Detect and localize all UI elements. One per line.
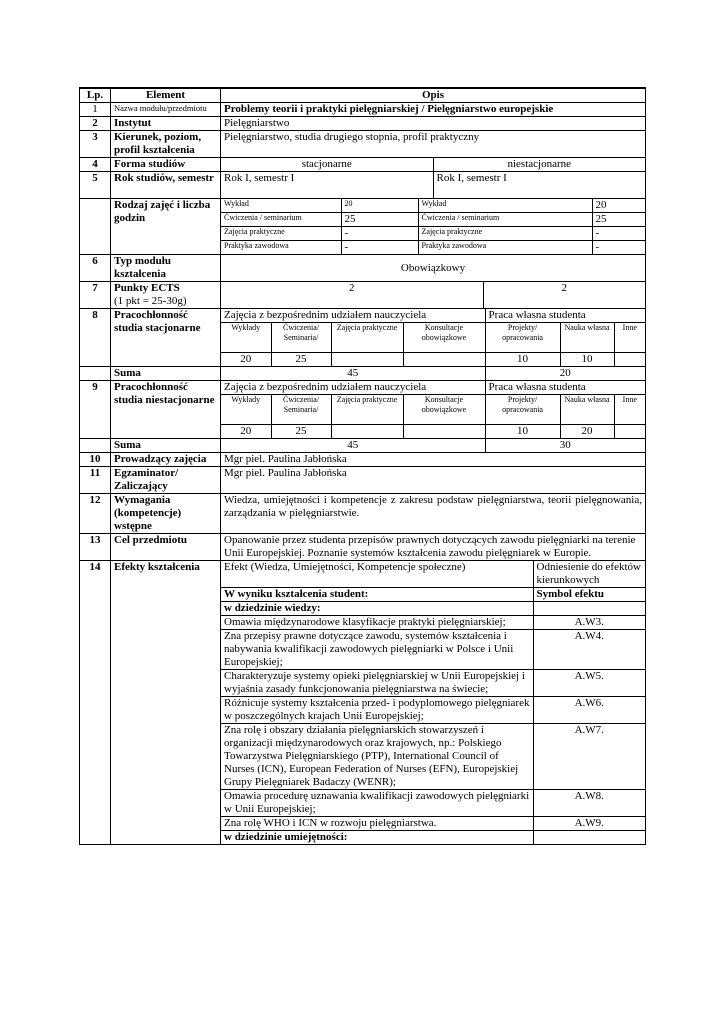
workload-value: 25 [271,425,331,439]
col-header: Inne [614,323,645,353]
examiner-value: Mgr piel. Paulina Jabłońska [221,467,646,494]
workload-value [403,425,485,439]
hours-table [221,199,645,254]
row-label: Rodzaj zajęć i liczba godzin [111,199,221,255]
form-stacjonarne: stacjonarne [221,158,433,171]
row-9-suma [80,439,646,453]
hours-type: Zajęcia praktyczne [418,227,592,241]
row-11 [80,467,646,494]
workload-value [331,353,403,367]
workload-value [614,425,645,439]
effect-text: Zna przepisy prawne dotyczące zawodu, systemów kształcenia i nabywania kwalifikacji zawodowych pielęgniarki w Polsce i Unii Europejskiej; [221,630,533,670]
row-lp: 1 [80,103,111,117]
col-header: Wykłady [221,323,271,353]
effect-row [221,790,645,817]
symbol-header: Symbol efektu [533,588,645,602]
col-header: Ćwiczenia/ Seminaria/ [271,323,331,353]
year-niestac: Rok I, semestr I [436,172,507,184]
knowledge-section: w dziedzinie wiedzy: [221,602,533,616]
workload-value: 10 [560,353,614,367]
workload-value: 20 [221,425,271,439]
effect-header: Efekt (Wiedza, Umiejętności, Kompetencje społeczne) [221,561,533,588]
effect-row [221,817,645,831]
effects-cell [221,561,646,845]
empty-cell [533,831,645,845]
row-label: Rok studiów, semestr [111,172,221,199]
header-row [80,88,646,103]
row-5b [80,199,646,255]
workload-table [221,309,645,366]
effect-symbol: A.W6. [533,697,645,724]
effect-text: Omawia międzynarodowe klasyfikacje praktyki pielęgniarskiej; [221,616,533,630]
hours-type: Praktyka zawodowa [418,241,592,255]
hours-niestac: 25 [592,213,645,227]
year-stac: Rok I, semestr I [221,172,433,198]
row-label: Nazwa modułu/przedmiotu [111,103,221,117]
sum-own: 20 [559,367,571,379]
institute-value: Pielęgniarstwo [221,117,646,131]
sum-label: Suma [111,439,221,453]
header-opis: Opis [221,88,646,103]
workload-value: 10 [485,353,560,367]
row-lp: 4 [80,158,111,172]
hours-niestac: - [592,227,645,241]
sum-own: 30 [559,439,571,451]
row-lp-empty [80,367,111,381]
effect-symbol: A.W3. [533,616,645,630]
workload-value: 20 [221,353,271,367]
ects-cell [221,282,646,309]
ects-niestac: 2 [561,282,567,294]
row-lp: 5 [80,172,111,199]
sum-cell [221,367,646,381]
row-lp: 8 [80,309,111,367]
row-label: Forma studiów [111,158,221,172]
row-lp: 10 [80,453,111,467]
own-work-header: Praca własna studenta [485,381,645,395]
header-element: Element [111,88,221,103]
contact-header: Zajęcia z bezpośrednim udziałem nauczyciela [221,309,485,323]
col-header: Konsultacje obowiązkowe [403,395,485,425]
hours-type: Wykład [418,199,592,213]
form-niestacjonarne: niestacjonarne [507,158,572,170]
hours-stac: 25 [341,213,418,227]
row-5 [80,172,646,199]
effect-symbol: A.W7. [533,724,645,790]
row-label: Pracochłonność studia niestacjonarne [111,381,221,439]
col-header: Ćwiczenia/ Seminaria/ [271,395,331,425]
effects-table [221,561,645,844]
prerequisites-value: Wiedza, umiejętności i kompetencje z zakresu podstaw pielęgniarstwa, teorii pielęgnowania, zarządzania w pielęgniarstwie. [221,494,646,534]
empty-cell [533,602,645,616]
effect-symbol: A.W8. [533,790,645,817]
row-1 [80,103,646,117]
row-9 [80,381,646,439]
row-8-suma [80,367,646,381]
row-label: Pracochłonność studia stacjonarne [111,309,221,367]
hours-stac: 20 [341,199,418,213]
year-cell [221,172,646,199]
module-table [79,87,646,845]
row-lp: 14 [80,561,111,845]
effect-text: Omawia procedurę uznawania kwalifikacji zawodowych pielęgniarki w Unii Europejskiej; [221,790,533,817]
row-14 [80,561,646,845]
sum-contact: 45 [221,439,485,452]
module-name: Problemy teorii i praktyki pielęgniarskiej / Pielęgniarstwo europejskie [221,103,646,117]
effect-row [221,616,645,630]
col-header: Konsultacje obowiązkowe [403,323,485,353]
module-type: Obowiązkowy [221,255,646,282]
field-value: Pielęgniarstwo, studia drugiego stopnia, profil praktyczny [221,131,646,158]
hours-niestac: - [592,241,645,255]
row-lp: 6 [80,255,111,282]
row-3 [80,131,646,158]
effect-text: Różnicuje systemy kształcenia przed- i podyplomowego pielęgniarek w poszczególnych krajach Unii Europejskiej; [221,697,533,724]
row-label: Efekty kształcenia [111,561,221,845]
row-lp: 12 [80,494,111,534]
row-2 [80,117,646,131]
effect-symbol: A.W4. [533,630,645,670]
hours-row [221,241,645,255]
effect-symbol: A.W5. [533,670,645,697]
workload-value [614,353,645,367]
objective-value: Opanowanie przez studenta przepisów prawnych dotyczących zawodu pielęgniarki na terenie Unii Europejskiej. Poznanie systemów kształcenia zawodu pielęgniarek w Europie. [221,534,646,561]
sum-contact: 45 [221,367,485,380]
workload-value [403,353,485,367]
col-header: Inne [614,395,645,425]
row-lp: 9 [80,381,111,439]
col-header: Nauka własna [560,323,614,353]
hours-row [221,213,645,227]
row-4 [80,158,646,172]
row-13 [80,534,646,561]
effect-row [221,670,645,697]
row-lp: 7 [80,282,111,309]
col-header: Projekty/ opracowania [485,323,560,353]
hours-row [221,199,645,213]
workload-value: 10 [485,425,560,439]
effect-text: Zna rolę WHO i ICN w rozwoju pielęgniarstwa. [221,817,533,831]
col-header: Projekty/ opracowania [485,395,560,425]
hours-row [221,227,645,241]
hours-stac: - [341,241,418,255]
col-header: Wykłady [221,395,271,425]
hours-type: Ćwiczenia / seminarium [418,213,592,227]
row-label: Instytut [111,117,221,131]
sum-label: Suma [111,367,221,381]
row-label-ects [111,282,221,309]
effect-row [221,697,645,724]
row-10 [80,453,646,467]
header-lp: Lp. [80,88,111,103]
ects-note: (1 pkt = 25-30g) [114,295,187,307]
hours-type: Zajęcia praktyczne [221,227,341,241]
row-label: Wymagania (kompetencje) wstępne [111,494,221,534]
hours-niestac: 20 [592,199,645,213]
hours-type: Ćwiczenia / seminarium [221,213,341,227]
row-7 [80,282,646,309]
hours-type: Praktyka zawodowa [221,241,341,255]
workload-table [221,381,645,438]
reference-header: Odniesienie do efektów kierunkowych [533,561,645,588]
study-form-cell [221,158,646,172]
col-header: Zajęcia praktyczne [331,395,403,425]
row-lp: 2 [80,117,111,131]
row-6 [80,255,646,282]
row-label: Kierunek, poziom, profil kształcenia [111,131,221,158]
row-label: Cel przedmiotu [111,534,221,561]
row-label: Prowadzący zajęcia [111,453,221,467]
sum-cell [221,439,646,453]
effect-symbol: A.W9. [533,817,645,831]
result-header: W wyniku kształcenia student: [221,588,533,602]
row-lp-empty [80,439,111,453]
workload-value: 20 [560,425,614,439]
row-label: Punkty ECTS [114,282,180,294]
hours-stac: - [341,227,418,241]
ects-stac: 2 [221,282,483,308]
workload-value: 25 [271,353,331,367]
effect-row [221,630,645,670]
effect-row [221,724,645,790]
workload-niestac-cell [221,381,646,439]
hours-cell [221,199,646,255]
row-lp: 11 [80,467,111,494]
row-lp-empty [80,199,111,255]
row-label: Egzaminator/ Zaliczający [111,467,221,494]
hours-type: Wykład [221,199,341,213]
row-lp: 3 [80,131,111,158]
row-12 [80,494,646,534]
own-work-header: Praca własna studenta [485,309,645,323]
col-header: Zajęcia praktyczne [331,323,403,353]
workload-value [331,425,403,439]
skills-section: w dziedzinie umiejętności: [221,831,533,845]
col-header: Nauka własna [560,395,614,425]
workload-stac-cell [221,309,646,367]
row-lp: 13 [80,534,111,561]
effect-text: Charakteryzuje systemy opieki pielęgniarskiej w Unii Europejskiej i wyjaśnia zasady funkcjonowania pielęgniarstwa na świecie; [221,670,533,697]
row-8 [80,309,646,367]
contact-header: Zajęcia z bezpośrednim udziałem nauczyciela [221,381,485,395]
module-sheet [79,87,646,845]
instructor-value: Mgr piel. Paulina Jabłońska [221,453,646,467]
effect-text: Zna rolę i obszary działania pielęgniarskich stowarzyszeń i organizacji międzynarodowych oraz krajowych, np.: Polskiego Towarzystwa Pielęgniarskiego (PTP), International Council of Nurses (ICN), European Federation of Nurses (EFN), Europejskiej Grupy Pielęgniarek Badaczy (WENR); [221,724,533,790]
row-label: Typ modułu kształcenia [111,255,221,282]
